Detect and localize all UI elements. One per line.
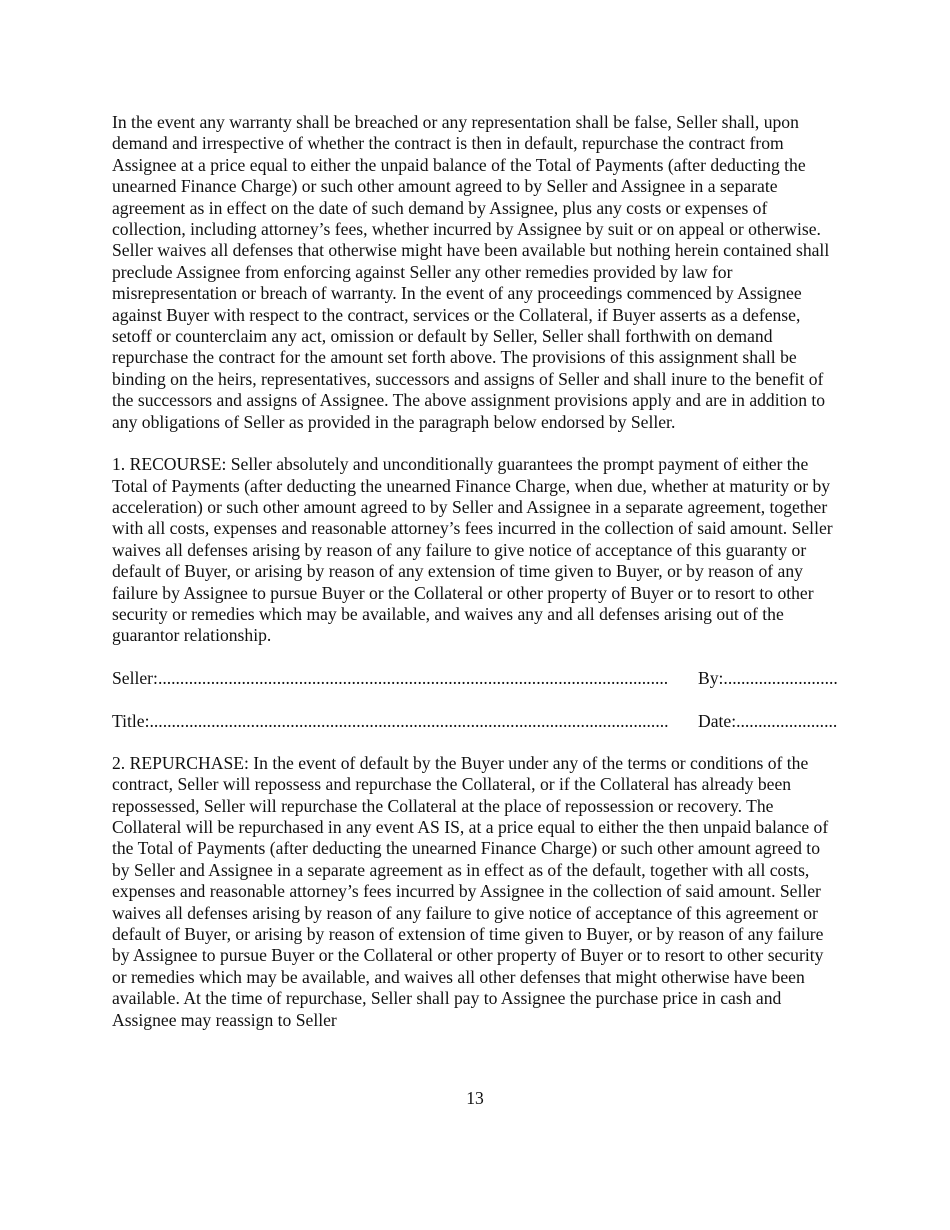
date-field [736, 711, 838, 732]
repurchase-paragraph: 2. REPURCHASE: In the event of default by the Buyer under any of the terms or conditions of the contract, Seller will repossess and repurchase the Collateral, or if the Collateral has already been repossessed, Seller will repurchase the Collateral at the place of repossession or recovery. The Collateral will be repurchased in any event AS IS, at a price equal to either the then unpaid balance of the Total of Payments (after deducting the unearned Finance Charge) or such other amount agreed to by Seller and Assignee in a separate agreement as in effect as of the default, together with all costs, expenses and reasonable attorney’s fees incurred by Assignee in the collection of said amount. Seller waives all defenses arising by reason of any failure to give notice of acceptance of this agreement or default of Buyer, or arising by reason of extension of time given to Buyer, or by reason of any failure by Assignee to pursue Buyer or the Collateral or other property of Buyer or to resort to other security or remedies which may be available, and waives all other defenses that might otherwise have been available. At the time of repurchase, Seller shall pay to Assignee the purchase price in cash and Assignee may reassign to Seller [112, 752, 829, 1030]
page-number: 13 [466, 1088, 484, 1108]
seller-line [112, 668, 669, 689]
by-signature-field [723, 668, 838, 689]
title-line [112, 711, 669, 732]
signature-row-seller [112, 668, 838, 690]
title-label: Title: [112, 710, 150, 731]
by-label: By: [698, 667, 724, 688]
seller-signature-field [158, 668, 669, 689]
title-field [150, 711, 670, 732]
recourse-paragraph: 1. RECOURSE: Seller absolutely and unconditionally guarantees the prompt payment of either the Total of Payments (after deducting the unearned Finance Charge, when due, whether at maturity or by acceleration) or such other amount agreed to by Seller and Assignee in a separate agreement, together with all costs, expenses and reasonable attorney’s fees incurred in the collection of said amount. Seller waives all defenses arising by reason of any failure to give notice of acceptance of this guaranty or default of Buyer, or arising by reason of any extension of time given to Buyer, or by reason of any failure by Assignee to pursue Buyer or the Collateral or other property of Buyer or to resort to other security or remedies which may be available, and waives any and all defenses arising out of the guarantor relationship. [112, 454, 833, 646]
date-label: Date: [698, 710, 737, 731]
date-line [698, 711, 838, 732]
by-line [698, 668, 838, 689]
intro-paragraph: In the event any warranty shall be breached or any representation shall be false, Seller shall, upon demand and irrespective of whether the contract is then in default, repurchase the contract from Assignee at a price equal to either the unpaid balance of the Total of Payments (after deducting the unearned Finance Charge) or such other amount agreed to by Seller and Assignee in a separate agreement as in effect on the date of such demand by Assignee, plus any costs or expenses of collection, including attorney’s fees, whether incurred by Assignee by suit or on appeal or otherwise. Seller waives all defenses that otherwise might have been available but nothing herein contained shall preclude Assignee from enforcing against Seller any other remedies provided by law for misrepresentation or breach of warranty. In the event of any proceedings commenced by Assignee against Buyer with respect to the contract, services or the Collateral, if Buyer asserts as a defense, setoff or counterclaim any act, omission or default by Seller, Seller shall forthwith on demand repurchase the contract for the amount set forth above. The provisions of this assignment shall be binding on the heirs, representatives, successors and assigns of Seller and shall inure to the benefit of the successors and assigns of Assignee. The above assignment provisions apply and are in addition to any obligations of Seller as provided in the paragraph below endorsed by Seller. [112, 112, 830, 432]
document-page [112, 112, 838, 1031]
signature-row-title [112, 711, 838, 733]
seller-label: Seller: [112, 667, 158, 688]
